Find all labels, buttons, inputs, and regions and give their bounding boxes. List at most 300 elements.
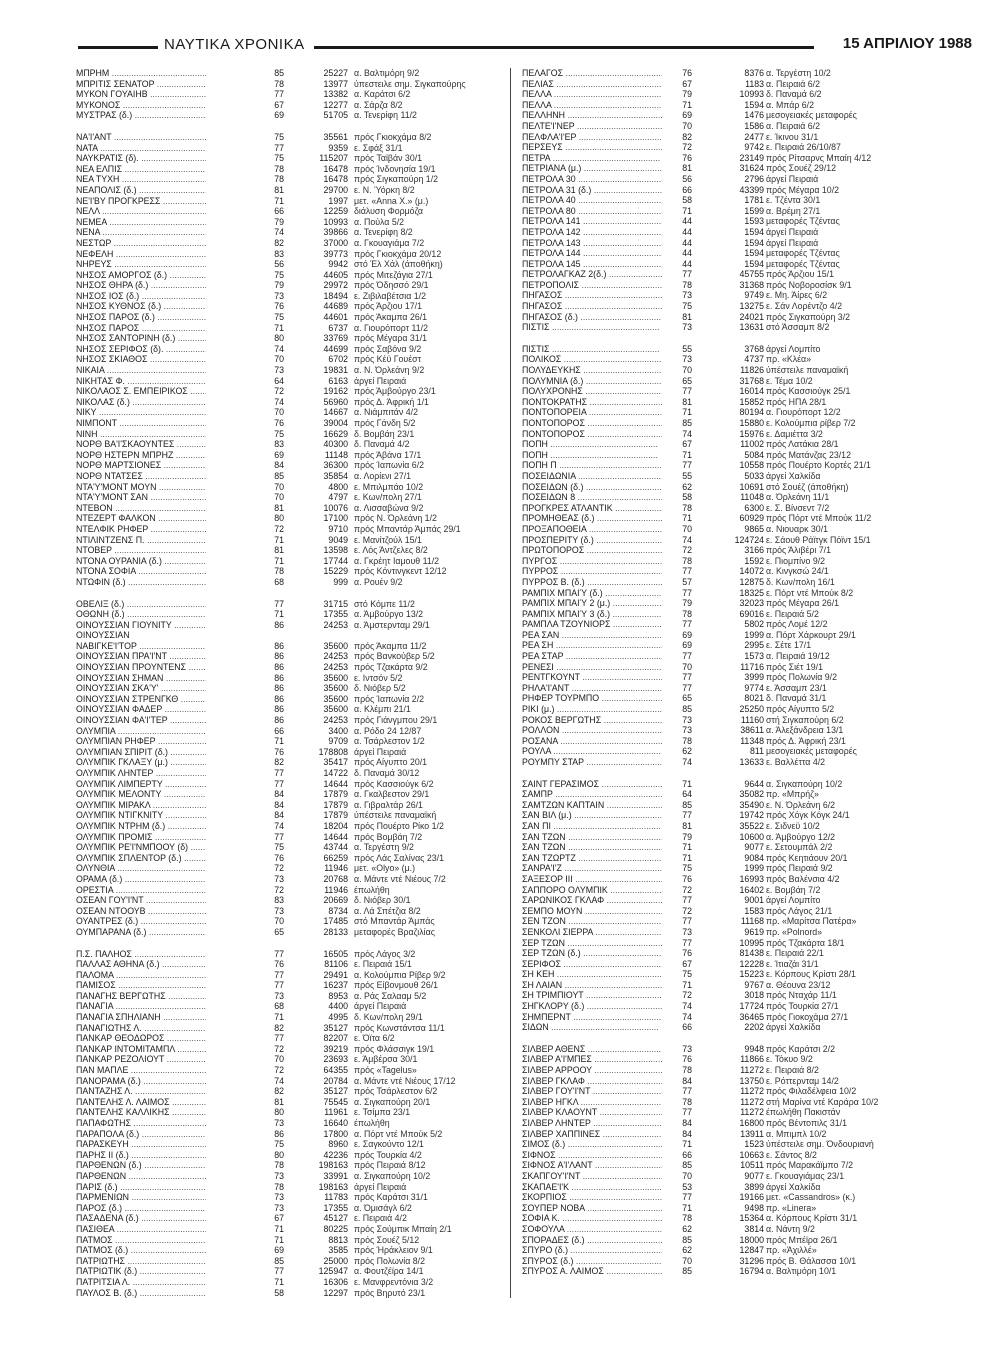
ship-name: ΝΤΕΖΕΡΤ ΦΑΛΚΟΝ .....	[76, 513, 206, 524]
ship-name: ΡΑΜΠΙΧ ΜΠΑΙΎ (δ.) .....	[522, 588, 662, 599]
ship-name: ΝΤΩΦΙΝ (δ.) .....	[76, 577, 206, 588]
ship-row	[76, 1023, 498, 1034]
built-year: 69	[682, 110, 692, 121]
built-year: 85	[682, 1160, 692, 1171]
ship-name: ΣΙΛΒΕΡ ΗΓΚΛ .....	[522, 1097, 662, 1108]
gross-tonnage: 37000	[323, 237, 348, 248]
built-year: 76	[274, 959, 284, 970]
ship-status: ε. Μανίτζούλ 15/1	[354, 534, 422, 545]
ship-status: α. Πειραιά 6/2	[766, 120, 821, 131]
built-year: 85	[274, 68, 284, 78]
gross-tonnage: 18000	[739, 1234, 764, 1245]
built-year: 84	[682, 1075, 692, 1086]
ship-row	[522, 545, 972, 556]
ship-row	[522, 344, 972, 355]
ship-row	[76, 376, 498, 387]
built-year: 73	[274, 873, 284, 884]
gross-tonnage: 13633	[739, 757, 764, 767]
ship-status: άργεί Πειραιά	[354, 375, 407, 386]
ship-name: ΡΕΑ ΣΑΝ .....	[522, 630, 662, 641]
ship-status: πρός Ίνδονησία 19/1	[354, 163, 436, 174]
ship-name: ΣΠΥΡΟΣ (δ.) .....	[522, 1256, 662, 1267]
built-year: 71	[682, 979, 692, 990]
ship-status: δ. Κων/πολη 29/1	[354, 1012, 423, 1023]
ship-row	[522, 185, 972, 196]
gross-tonnage: 1586	[744, 120, 764, 131]
ship-status: άργεί Πειραιά	[354, 746, 407, 757]
built-year: 74	[274, 396, 284, 407]
ship-row	[76, 1107, 498, 1118]
ship-status: ύπέστειλε παναμαϊκή	[766, 365, 849, 376]
ship-name: ΣΙΦΝΟΣ Α'Ι'ΛΑΝΤ .....	[522, 1160, 662, 1171]
ship-row	[522, 1192, 972, 1203]
ship-name: ΠΕΤΡΟΛΑ 145 .....	[522, 259, 662, 270]
ship-row	[76, 89, 498, 100]
built-year: 44	[682, 248, 692, 259]
built-year: 75	[682, 301, 692, 312]
built-year: 74	[682, 1011, 692, 1022]
ship-status: α. Νάντη 9/2	[766, 1223, 815, 1234]
ship-status: α. Γκρέητ Ιαμουθ 11/2	[354, 555, 440, 566]
built-year: 78	[682, 555, 692, 566]
ship-row	[522, 1054, 972, 1065]
ship-row	[522, 376, 972, 387]
gross-tonnage: 17100	[323, 513, 348, 524]
ship-status: πρός Άλιβέρι 7/1	[766, 545, 832, 556]
gross-tonnage: 10691	[739, 481, 764, 492]
gross-tonnage: 33769	[323, 333, 348, 344]
ship-status: α. Γιουρόπορτ 11/2	[354, 322, 428, 333]
ship-status: ε. Δαμιέττα 3/2	[766, 428, 823, 439]
ship-name: ΠΡΟΓΚΡΕΣ ΑΤΛΑΝΤΙΚ .....	[522, 503, 662, 514]
header-rule-middle	[314, 46, 814, 49]
gross-tonnage: 8021	[744, 693, 764, 704]
ship-row	[522, 789, 972, 800]
ship-row	[76, 492, 498, 503]
built-year: 72	[274, 1065, 284, 1076]
gross-tonnage: 29491	[323, 969, 348, 980]
ship-row	[522, 990, 972, 1001]
ship-status: πρός Σούμπικ Μπαίη 2/1	[354, 1223, 452, 1234]
built-year: 44	[682, 216, 692, 227]
built-year: 82	[274, 757, 284, 768]
ship-name: ΝΟΡΘ ΜΑΡΤΣΙΟΝΕΣ .....	[76, 460, 206, 471]
ship-name: ΝΟΡΘ ΒΑ'Ι'ΣΚΑΟΥΝΤΕΣ .....	[76, 439, 206, 450]
ship-name: ΣΕΝ ΤΖΟΝ .....	[522, 916, 662, 927]
gross-tonnage: 20784	[323, 1075, 348, 1086]
ship-row	[522, 746, 972, 757]
gross-tonnage: 5802	[744, 619, 764, 630]
ship-row	[76, 323, 498, 334]
gross-tonnage: 9767	[744, 979, 764, 990]
built-year: 73	[274, 1202, 284, 1213]
built-year: 71	[274, 555, 284, 566]
ship-row	[76, 397, 498, 408]
built-year: 77	[274, 1033, 284, 1044]
built-year: 70	[682, 365, 692, 376]
ship-status: πρ. «Linera»	[766, 1202, 817, 1213]
ship-name: ΣΑΠΠΟΡΟ ΟΛΥΜΠΙΚ .....	[522, 885, 662, 896]
ship-name: ΠΗΓΑΣΟΣ .....	[522, 301, 662, 312]
ship-name: ΝΑΒΙΓΚΕ'Ι'ΤΟΡ .....	[76, 641, 206, 652]
ship-status: ε. Τέμα 10/2	[766, 375, 813, 386]
built-year: 84	[274, 460, 284, 471]
ship-name: ΝΗΣΟΣ ΠΑΡΟΣ (δ.) .....	[76, 312, 206, 323]
ship-name: ΠΑΝΚΑΡ ΡΕΖΟΛΙΟΥΤ .....	[76, 1054, 206, 1065]
ship-name: ΡΙΚΙ (μ.) .....	[522, 704, 662, 715]
built-year: 69	[682, 640, 692, 651]
ship-row	[76, 249, 498, 260]
ship-row	[522, 365, 972, 376]
ship-row	[76, 1054, 498, 1065]
ship-status: ε. Κων/πολη 27/1	[354, 492, 422, 503]
built-year: 77	[682, 587, 692, 598]
built-year: 81	[274, 545, 284, 556]
ship-row	[76, 916, 498, 927]
gross-tonnage: 12297	[323, 1287, 348, 1298]
built-year: 76	[274, 301, 284, 312]
ship-status: πρός Γκιοκχάμα 8/2	[354, 131, 432, 142]
ship-row	[76, 1139, 498, 1150]
built-year: 74	[682, 757, 692, 767]
ship-name: ΠΡΩΤΟΠΟΡΟΣ .....	[522, 545, 662, 556]
right-column	[522, 68, 972, 1288]
gross-tonnage: 19742	[739, 810, 764, 821]
gross-tonnage: 16014	[739, 386, 764, 397]
built-year: 77	[682, 895, 692, 906]
gross-tonnage: 23149	[739, 152, 764, 163]
ship-status: α. Πόρτ ντέ Μπούκ 5/2	[354, 1128, 443, 1139]
ship-section	[76, 949, 498, 1299]
ship-status: πρ. «Μπρήζ»	[766, 789, 819, 800]
ship-row	[522, 619, 972, 630]
ship-name: ΣΙΛΒΕΡ ΑΡΡΟΟΥ .....	[522, 1065, 662, 1076]
built-year: 86	[274, 683, 284, 694]
built-year: 78	[274, 1181, 284, 1192]
ship-name: ΝΕΑΠΟΛΙΣ (δ.) .....	[76, 185, 206, 196]
gross-tonnage: 9001	[744, 895, 764, 906]
ship-row	[76, 1277, 498, 1288]
built-year: 74	[274, 227, 284, 238]
ship-row	[522, 980, 972, 991]
ship-status: πρός Λάς Σαλίνας 23/1	[354, 852, 444, 863]
ship-row	[522, 397, 972, 408]
ship-row	[76, 1033, 498, 1044]
ship-name: ΠΑΡΜΕΝΙΩΝ .....	[76, 1192, 206, 1203]
built-year: 77	[274, 980, 284, 991]
ship-status: α. Κλέμπι 21/1	[354, 704, 411, 715]
ship-name: ΣΕΡ ΤΖΩΝ .....	[522, 938, 662, 949]
ship-name: ΠΑΣΑΔΕΝΑ (δ.) .....	[76, 1213, 206, 1224]
ship-status: πρός Κέϋ Γουέστ	[354, 354, 422, 365]
ship-status: α. Γκουαγιάμα 7/2	[354, 237, 425, 248]
ship-status: ε. Πειραιά 4/2	[354, 1213, 407, 1224]
built-year: 75	[274, 428, 284, 439]
gross-tonnage: 17355	[323, 609, 348, 620]
gross-tonnage: 178808	[318, 746, 348, 757]
ship-row	[522, 1182, 972, 1193]
gross-tonnage: 1183	[745, 78, 764, 89]
ship-name: ΠΕΤΡΟΛΑ 141 .....	[522, 216, 662, 227]
built-year: 74	[274, 1075, 284, 1086]
ship-row	[522, 429, 972, 440]
built-year: 70	[682, 1255, 692, 1266]
gross-tonnage: 2477	[744, 131, 764, 142]
ship-name: ΣΟΦΙΑ Κ. .....	[522, 1213, 662, 1224]
ship-name: ΣΑΝ ΒΙΛ (μ.) .....	[522, 810, 662, 821]
ship-status: πρός Πειραιά 8/12	[354, 1160, 426, 1171]
gross-tonnage: 10993	[323, 216, 348, 227]
ship-status: έπωλήθη	[354, 884, 390, 895]
ship-name: ΣΗ ΚΕΗ .....	[522, 969, 662, 980]
gross-tonnage: 35561	[323, 131, 348, 142]
built-year: 77	[682, 682, 692, 693]
built-year: 77	[274, 1266, 284, 1277]
built-year: 76	[682, 1054, 692, 1065]
ship-row	[76, 779, 498, 790]
built-year: 86	[274, 619, 284, 630]
ship-row	[76, 747, 498, 758]
gross-tonnage: 9749	[744, 290, 764, 301]
built-year: 57	[682, 576, 692, 587]
gross-tonnage: 14644	[323, 831, 348, 842]
ship-row	[522, 1076, 972, 1087]
ship-name: ΣΗ ΤΡΙΜΠΙΟΥΤ .....	[522, 990, 662, 1001]
gross-tonnage: 6737	[328, 322, 348, 333]
ship-row	[76, 460, 498, 471]
ship-status: άργεί Πειραιά	[354, 1001, 407, 1012]
ship-row	[522, 110, 972, 121]
ship-name: ΠΟΛΥΔΕΥΚΗΣ .....	[522, 365, 662, 376]
ship-status: πρός Γάνδη 5/2	[354, 418, 416, 428]
built-year: 77	[274, 948, 284, 959]
ship-status: πρός Λάγος 21/1	[766, 905, 833, 916]
gross-tonnage: 9077	[744, 842, 764, 853]
gross-tonnage: 56960	[323, 396, 348, 407]
ship-row	[76, 673, 498, 684]
gross-tonnage: 8960	[328, 1139, 348, 1150]
ship-section	[522, 779, 972, 1033]
ship-status: α. Κολούμπια Ρίβερ 9/2	[354, 969, 446, 980]
ship-row	[76, 980, 498, 991]
built-year: 79	[682, 831, 692, 842]
built-year: 69	[274, 110, 284, 121]
ship-row	[76, 810, 498, 821]
ship-status: στό Κόμπε 11/2	[354, 598, 415, 609]
gross-tonnage: 12277	[323, 99, 348, 110]
gross-tonnage: 8953	[328, 990, 348, 1001]
ship-name: ΡΕΝΕΣΙ .....	[522, 662, 662, 673]
built-year: 68	[274, 576, 284, 587]
gross-tonnage: 64355	[323, 1065, 348, 1076]
ship-row	[76, 651, 498, 662]
ship-row	[76, 1076, 498, 1087]
page-header	[78, 34, 972, 58]
ship-name: ΟΙΝΟΥΣΣΙΑΝ	[76, 630, 130, 641]
built-year: 86	[274, 672, 284, 683]
gross-tonnage: 2995	[744, 640, 764, 651]
ship-row	[76, 386, 498, 397]
ship-name: ΠΟΣΕΙΔΩΝ 8 .....	[522, 492, 662, 503]
ship-name: ΠΑΝΤΑΖΗΣ Λ. .....	[76, 1086, 206, 1097]
ship-row	[76, 196, 498, 207]
built-year: 56	[682, 173, 692, 184]
ship-name: Π.Σ. ΠΑΛΗΟΣ .....	[76, 949, 206, 960]
ship-name: ΡΟΛΛΟΝ .....	[522, 725, 662, 736]
ship-status: πρός Πολωνία 8/2	[354, 1255, 425, 1266]
ship-row	[522, 386, 972, 397]
ship-row	[76, 842, 498, 853]
ship-row	[76, 768, 498, 779]
ship-name: ΠΕΡΣΕΥΣ .....	[522, 142, 662, 153]
ship-row	[522, 662, 972, 673]
ship-status: πρός Κόντινγκεντ 12/12	[354, 566, 447, 577]
built-year: 73	[274, 1192, 284, 1203]
gross-tonnage: 40300	[323, 439, 348, 450]
built-year: 71	[682, 778, 692, 789]
ship-row	[76, 683, 498, 694]
gross-tonnage: 13911	[740, 1128, 764, 1139]
built-year: 75	[682, 969, 692, 980]
ship-name: ΠΑΡΘΕΝΩΝ .....	[76, 1171, 206, 1182]
gross-tonnage: 31768	[739, 375, 764, 386]
gross-tonnage: 11961	[324, 1107, 348, 1118]
ship-row	[522, 1245, 972, 1256]
ship-status: πρός Τζακάρτα 9/2	[354, 662, 428, 673]
ship-row	[522, 216, 972, 227]
built-year: 71	[274, 322, 284, 333]
ship-row	[522, 100, 972, 111]
ship-row	[76, 609, 498, 620]
ship-name: ΝΙΚΗΤΑΣ Φ. .....	[76, 376, 206, 387]
gross-tonnage: 10993	[739, 89, 764, 100]
ship-status: ε. Πειραιά 8/2	[766, 1065, 819, 1076]
ship-name: ΠΑΤΜΟΣ .....	[76, 1235, 206, 1246]
ship-row	[76, 821, 498, 832]
ship-status: πρός Πουέρτο Ρίκο 1/2	[354, 820, 444, 831]
ship-name: ΟΙΝΟΥΣΣΙΑΝ ΠΡΟΥΝΤΕΝΣ .....	[76, 662, 206, 673]
gross-tonnage: 16306	[323, 1276, 348, 1287]
ship-row	[76, 1266, 498, 1277]
ship-name: ΝΟΡΘ ΗΣΤΕΡΝ ΜΠΡΗΖ .....	[76, 450, 206, 461]
ship-row	[76, 333, 498, 344]
built-year: 75	[274, 269, 284, 280]
header-rule-left	[78, 46, 158, 49]
ship-status: α. Γιουρόπορτ 12/2	[766, 407, 841, 418]
built-year: 77	[682, 810, 692, 821]
ship-section	[522, 68, 972, 333]
ship-row	[76, 143, 498, 154]
gross-tonnage: 15976	[739, 428, 764, 439]
built-year: 71	[682, 842, 692, 853]
ship-status: πρός Κασσιούγκ 6/2	[354, 778, 434, 789]
ship-status: α. Βαλτιμόρη 9/2	[354, 68, 420, 78]
ship-row	[522, 725, 972, 736]
ship-status: πρός Σιγκαπούρη 1/2	[354, 174, 439, 185]
built-year: 85	[274, 1255, 284, 1266]
ship-status: πρός Πουέρτο Κορτές 21/1	[766, 460, 871, 471]
gross-tonnage: 1781	[744, 195, 764, 206]
gross-tonnage: 3768	[744, 343, 764, 354]
built-year: 73	[274, 290, 284, 301]
built-year: 72	[682, 142, 692, 153]
ship-status: ε. Σάν Λορέντζο 4/2	[766, 301, 842, 312]
ship-name: ΣΙΦΝΟΣ .....	[522, 1150, 662, 1161]
ship-name: ΠΕΤΡΟΛΑ 80 .....	[522, 206, 662, 217]
ship-status: α. Γιβραλτάρ 26/1	[354, 799, 423, 810]
built-year: 73	[274, 1118, 284, 1128]
built-year: 70	[274, 916, 284, 927]
built-year: 72	[682, 905, 692, 916]
ship-row	[76, 79, 498, 90]
ship-section	[76, 68, 498, 121]
ship-name: ΣΙΛΒΕΡ ΛΗΝΤΕΡ .....	[522, 1118, 662, 1129]
ship-status: πρός Άκαμπα 11/2	[354, 640, 427, 651]
ship-row	[522, 513, 972, 524]
ship-name: ΠΑΝ ΜΑΠΛΕ .....	[76, 1065, 206, 1076]
gross-tonnage: 9942	[328, 259, 348, 270]
ship-status: α. Σάρζα 8/2	[354, 99, 403, 110]
ship-name: ΠΕΤΡΟΛΑ 40 .....	[522, 195, 662, 206]
ship-row	[76, 291, 498, 302]
gross-tonnage: 15364	[739, 1213, 764, 1224]
ship-row	[76, 1213, 498, 1224]
gross-tonnage: 31715	[323, 598, 348, 609]
ship-status: ύπέστειλε σημ. Όνδουριανή	[766, 1139, 874, 1150]
built-year: 70	[682, 523, 692, 534]
built-year: 67	[274, 1213, 284, 1224]
gross-tonnage: 4737	[744, 354, 764, 365]
ship-name: ΠΡΟΣΠΕΡΙΤΥ (δ.) .....	[522, 535, 662, 546]
ship-status: πρός Μέγαρα 31/1	[354, 333, 428, 344]
ship-status: α. Κινγκσώ 24/1	[766, 566, 829, 577]
ship-status: πρός Ταϊβάν 30/1	[354, 153, 423, 164]
built-year: 75	[274, 1139, 284, 1150]
ship-status: πρός Είβονμουθ 26/1	[354, 980, 439, 991]
built-year: 71	[682, 99, 692, 110]
ship-name: ΣΙΔΩΝ .....	[522, 1022, 662, 1033]
ship-name: ΠΕΛΤΕ'Ι'ΝΕΡ .....	[522, 121, 662, 132]
gross-tonnage: 32023	[739, 598, 764, 609]
ship-status: πρός Τουρκία 4/2	[354, 1149, 422, 1160]
ship-status: στό Έλ Χάλ (άποθήκη)	[354, 259, 443, 270]
ship-row	[76, 832, 498, 843]
ship-row	[522, 630, 972, 641]
ship-status: α. Τεργέστη 9/2	[354, 842, 414, 853]
built-year: 62	[682, 1223, 692, 1234]
ship-status: πρός Μπαντάρ Άμπάς 29/1	[354, 523, 461, 534]
built-year: 79	[682, 598, 692, 609]
built-year: 70	[682, 661, 692, 672]
built-year: 75	[274, 842, 284, 853]
gross-tonnage: 16237	[323, 980, 348, 991]
ship-name: ΠΑΡΙΣ (δ.) .....	[76, 1182, 206, 1193]
ship-row	[76, 757, 498, 768]
ship-name: ΟΥΑΝΤΡΕΣ (δ.) .....	[76, 916, 206, 927]
gross-tonnage: 19162	[323, 386, 348, 397]
ship-status: πρός Άμβούργο 23/1	[354, 386, 436, 397]
gross-tonnage: 124724	[734, 534, 764, 545]
ship-row	[522, 1086, 972, 1097]
ship-status: πρός Λομέ 12/2	[766, 619, 828, 630]
gross-tonnage: 11002	[740, 439, 764, 450]
gross-tonnage: 4800	[328, 481, 348, 492]
ship-status: ε. Βαλλέττα 4/2	[766, 757, 826, 767]
ship-name: ΠΕΤΡΟΛΑΓΚΑΖ 2(δ.) .....	[522, 269, 662, 280]
gross-tonnage: 43399	[739, 184, 764, 195]
built-year: 65	[682, 375, 692, 386]
ship-status: μεταφορές Τζέντας	[766, 258, 840, 269]
